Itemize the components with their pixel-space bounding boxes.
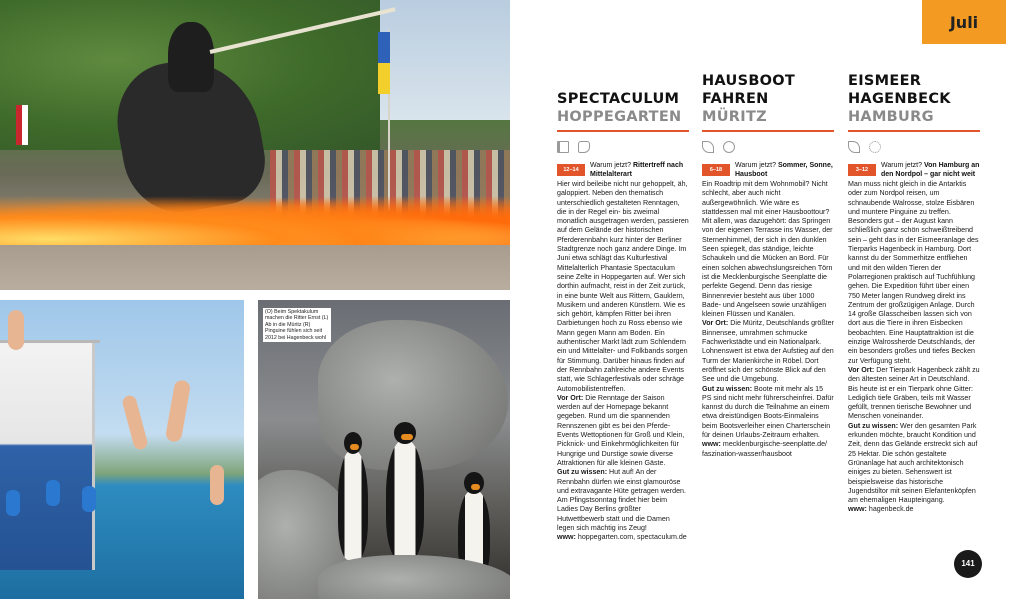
photo-bumper: [82, 486, 96, 512]
article-heading: [557, 90, 697, 126]
age-badge: 6–18: [702, 164, 730, 176]
heading-title: EISMEER: [848, 73, 922, 89]
anchor-icon: [723, 141, 735, 153]
vor-ort-text: Der Tierpark Hagenbeck zählt zu den ältesten seiner Art in Deutschland. Bis heute ist er ein Tierpark ohne Gitter: Lediglich tiefe Gräben, teils mit Wasser gefüllt, trennen tierische Bewohner und Menschen voneinander.: [848, 365, 980, 421]
month-tab: [922, 0, 1006, 44]
jousting-icon: [557, 141, 569, 153]
photo-penguins: [258, 300, 510, 599]
photo-fire: [0, 195, 510, 250]
heading-title: FAHREN: [702, 91, 769, 107]
vor-ort-label: Vor Ort:: [848, 365, 875, 374]
photo-swimmer: [210, 465, 224, 505]
gut-text: Boote mit mehr als 15 PS sind nicht mehr führerscheinfrei. Dafür kannst du durch die Teilnahme an einem etwa dreistündigen Boots-Einmaleins beim Bootsverleiher einen Charterschein für deinen Urlaubs-Zeitraum erhalten.: [702, 384, 834, 440]
leaf-icon: [702, 141, 714, 153]
www-link[interactable]: hagenbeck.de: [868, 505, 914, 514]
activity-icons: [557, 138, 595, 152]
gut-label: Gut zu wissen:: [848, 421, 899, 430]
vor-ort-text: Die Müritz, Deutschlands größter Binnensee, umrahmen schmucke Fachwerkstädte und ein Nationalpark. Lohnenswert ist etwa der Aufstieg auf den Turm der Marienkirche in Röbel. Dort eröffnet sich der schönste Blick auf den See und die Umgebung.: [702, 319, 834, 384]
horseshoe-icon: [578, 141, 590, 153]
age-badge: 3–12: [848, 164, 876, 176]
month-label: Juli: [949, 13, 979, 32]
www-label: www:: [557, 533, 576, 542]
activity-icons: [848, 138, 886, 152]
why-now: [590, 162, 690, 179]
heading-title: SPECTACULUM: [557, 91, 680, 107]
heading-title: HAUSBOOT: [702, 73, 796, 89]
leaf-icon: [848, 141, 860, 153]
photo-rider: [168, 22, 214, 92]
vor-ort-text: Die Renntage der Saison werden auf der Homepage bekannt gegeben. Rund um die spannenden Rennszenen gibt es bei den Pferde-Events Wettoptionen für Groß und Klein, Picknick- und Einkehrmöglichkeiten für Hungrige und Durstige sowie diverse Attraktionen für alle kleinen Gäste.: [557, 393, 685, 467]
heading-location: HAMBURG: [848, 109, 934, 125]
gut-text: Wer den gesamten Park erkunden möchte, braucht Kondition und Zeit, denn das Gelände erstreckt sich auf 25 Hektar. Die schön gestaltete Grünanlage hat auch architektonisch einiges zu bieten. Sehenswert ist beispielsweise das historische Jugendstiltor mit seinen Elefantenköpfen am ehemaligen Haupteingang.: [848, 421, 978, 505]
sun-icon: [869, 141, 881, 153]
body-text: Man muss nicht gleich in die Antarktis oder zum Nordpol reisen, um schnaubende Walrosse, stolze Eisbären und muntere Pinguine zu treffen. Besonders gut – der August kann schließlich ganz schön schweißtreibend sein – geht das in der Eismeeranlage des Tierparks Hagenbeck in Hamburg. Dort kannst du der Sommerhitze entfliehen und mit den wilden Tieren der Polarregionen praktisch auf Tuchfühlung gehen. Die Expedition führt über einen 750 Meter langen Rundweg direkt ins Zentrum der großzügigen Anlage. Durch 14 große Glasscheiben lassen sich von dort aus die Tiere in ihren Eisbecken beobachten. Eine Hauptattraktion ist die einzige Walrossherde Deutschlands, der ein besonders großes und tiefes Becken zur Verfügung steht.: [848, 180, 979, 365]
why-now: [735, 162, 835, 179]
why-label: Warum jetzt?: [881, 162, 922, 169]
why-now: [881, 162, 981, 179]
photo-jumping-child: [121, 394, 149, 451]
photo-houseboat-jump: [0, 300, 244, 599]
photo-boat: [0, 340, 95, 570]
gut-text: Hut auf! An der Rennbahn dürfen wie einst glamouröse und extravagante Hüte getragen werden. Am Pfingstsonntag findet hier beim Ladies Day Berlins größter Hutwettbewerb statt und die Damen legen sich mächtig ins Zeug!: [557, 468, 686, 532]
heading-rule: [702, 130, 834, 132]
photo-caption: (O) Beim Spektakulum machen die Ritter Ernst (L) Ab in die Müritz (R) Pinguine fühlen sich seit 2012 bei Hagenbeck wohl: [263, 308, 331, 342]
heading-rule: [557, 130, 689, 132]
photo-bumper: [6, 490, 20, 516]
why-text: Rittertreff nach Mittelalterart: [590, 162, 684, 178]
photo-penguin: [386, 440, 424, 560]
photo-child-on-boat: [8, 310, 24, 350]
heading-title: HAGENBECK: [848, 91, 951, 107]
www-label: www:: [702, 440, 721, 449]
heading-location: MÜRITZ: [702, 109, 767, 125]
flag-blue-yellow: [378, 32, 390, 94]
heading-location: HOPPEGARTEN: [557, 109, 682, 125]
photo-sky: [380, 0, 510, 120]
age-badge: 12–14: [557, 164, 585, 176]
article-heading: [848, 72, 988, 126]
www-link[interactable]: mecklenburgische-seenplatte.de/ faszination-wasser/hausboot: [702, 440, 828, 458]
photo-penguin: [338, 450, 368, 560]
photo-jumping-child: [165, 379, 192, 443]
why-label: Warum jetzt?: [735, 162, 776, 169]
page-number: 141: [954, 550, 982, 578]
photo-bumper: [46, 480, 60, 506]
heading-rule: [848, 130, 980, 132]
body-text: Hier wird beileibe nicht nur gehoppelt, äh, galoppiert. Neben den thematisch unterschiedlich gestalteten Renntagen, die in der Regel ein- bis zweimal monatlich ausgetragen werden, passieren auf dem Gelände der historischen Pferderennbahn kurz hinter der Berliner Stadtgrenze noch ganz andere Dinge. Im Juni etwa schlägt das Kulturfestival Mittelalterlich Phantasie Spectaculum seine Zelte in Hoppegarten auf. Wer sich dorthin aufmacht, reist in der Zeit zurück, in eine bunte Welt aus Rittern, Gauklern, Musikern und anderen Künstlern. Wie es sich gehört, kämpfen Ritter bei ihren Darbietungen hoch zu Ross ebenso wie Mann gegen Mann am Boden. Ein authentischer Markt lädt zum Schlendern ein und Mittelalter- und Folkbands sorgen für Stimmung. Darüber hinaus finden auf der Rennbahn zahlreiche andere Events statt, wie Schlagerfestivals oder schräge Automobilistentreffen.: [557, 180, 689, 393]
why-text: Sommer, Sonne, Hausboot: [735, 162, 833, 178]
gut-label: Gut zu wissen:: [702, 384, 753, 393]
flag-red-white: [16, 105, 28, 145]
www-link[interactable]: hoppegarten.com, spectaculum.de: [577, 533, 687, 542]
body-text: Ein Roadtrip mit dem Wohnmobil? Nicht schlecht, aber auch nicht außergewöhnlich. Wie wäre es stattdessen mal mit einer Hausboottour? Mit allem, was dazugehört: das Springen von der eigenen Terrasse ins Wasser, der Sternenhimmel, der sich in den dunklen Seen spiegelt, das ständige, leichte Schaukeln und die Mücken an Bord. Für einen solchen abwechslungsreichen Törn ist die Mecklenburgische Seenplatte die perfekte Gegend. Denn das riesige Binnenrevier besteht aus über 1000 Bade- und Angelseen sowie unzähligen kleinen Flüssen und Kanälen.: [702, 180, 833, 319]
article-body: [702, 180, 834, 459]
activity-icons: [702, 138, 740, 152]
why-text: Von Hamburg an den Nordpol – gar nicht weit: [881, 162, 980, 178]
article-body: [848, 180, 980, 515]
vor-ort-label: Vor Ort:: [702, 319, 729, 328]
photo-sand: [0, 245, 510, 290]
article-heading: [702, 72, 842, 126]
vor-ort-label: Vor Ort:: [557, 393, 584, 402]
article-body: [557, 180, 689, 543]
gut-label: Gut zu wissen:: [557, 468, 608, 477]
photo-knight-jousting: [0, 0, 510, 290]
www-label: www:: [848, 505, 867, 514]
why-label: Warum jetzt?: [590, 162, 631, 169]
